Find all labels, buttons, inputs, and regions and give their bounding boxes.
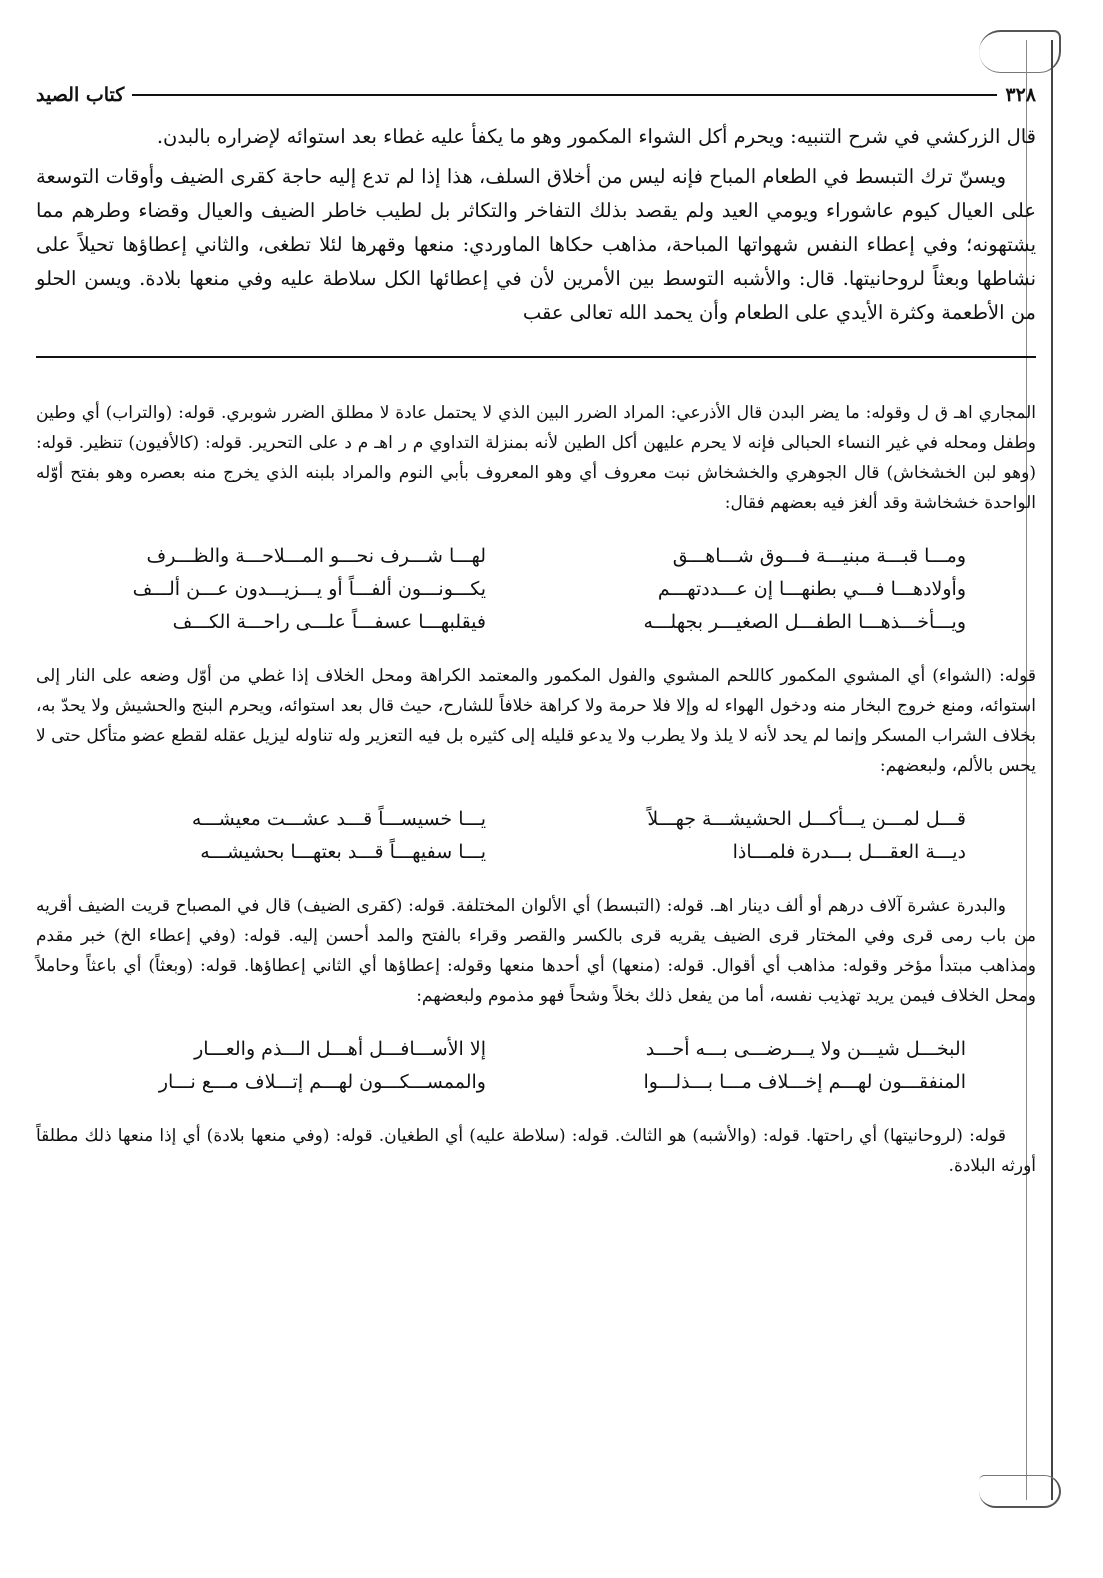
main-paragraph: ويسنّ ترك التبسط في الطعام المباح فإنه ليس من أخلاق السلف، هذا إذا لم تدع إليه حاجة كقرى الضيف وأوقات التوسعة على العيال كيوم عاشوراء ويومي العيد ولم يقصد بذلك التفاخر والتكاثر بل لطيب خاطر الضيف والعيال وقضاء وطرهم مما يشتهونه؛ وفي إعطاء النفس شهواتها المباحة، مذاهب حكاها الماوردي: منعها وقهرها لئلا تطغى، والثاني إعطاؤها تحيلاً على نشاطها وبعثاً لروحانيتها. قال: والأشبه التوسط بين الأمرين لأن في إعطائها الكل سلاطة عليه وفي منعها بلادة. ويسن الحلو من الأطعمة وكثرة الأيدي على الطعام وأن يحمد الله تعالى عقب [36,165,1036,324]
hemistich-first: وأولادهـــا فـــي بطنهـــا إن عـــددتهـــم [657,578,966,600]
scroll-ornament-bottom [979,1475,1061,1508]
hemistich-second: إلا الأســـافـــل أهـــل الـــذم والعـــار [194,1038,486,1060]
hemistich-second: يـــا خسيســـاً قـــد عشـــت معيشـــه [191,808,486,830]
commentary-paragraph: والبدرة عشرة آلاف درهم أو ألف دينار اهـ. قوله: (التبسط) أي الألوان المختلفة. قوله: (كقرى الضيف) قال في المصباح قريت الضيف أقريه من باب رمى قرى وفي المختار قرى الضيف يقريه قرى بالكسر والقصر وقراء بالفتح والمد أحسن إليه. قوله: (وفي إعطاء الخ) خبر مقدم ومذاهب مبتدأ مؤخر وقوله: مذاهب أي أقوال. قوله: (منعها) أي أحدها منعها وقوله: إعطاؤها أي الثاني إعطاؤها. قوله: (وبعثاً) أي باعثاً وحاملاً ومحل الخلاف فيمن يريد تهذيب نفسه، أما من يفعل ذلك بخلاً وشحاً فهو مذموم ولبعضهم: [36,896,1036,1006]
page-content [36,80,1036,1181]
hemistich-second: يكـــونـــون ألفـــاً أو يـــزيـــدون عـــن ألـــف [132,578,486,600]
hemistich-first: المنفقـــون لهـــم إخـــلاف مـــا بـــذلـــوا [643,1071,966,1093]
main-paragraph: قال الزركشي في شرح التنبيه: ويحرم أكل الشواء المكمور وهو ما يكفأ عليه غطاء بعد استوائه لإضراره بالبدن. [156,125,1036,148]
poem-verse [106,803,966,836]
hemistich-second: يـــا سفيهـــاً قـــد بعتهـــا بحشيشـــه [200,841,486,863]
hemistich-second: لهـــا شـــرف نحـــو المـــلاحـــة والظـــرف [146,545,486,567]
hemistich-first: البخـــل شيـــن ولا يـــرضـــى بـــه أحـــد [645,1038,966,1060]
hemistich-first: قـــل لمـــن يـــأكـــل الحشيشـــة جهـــلاً [647,808,966,830]
hemistich-second: والممســـكـــون لهـــم إتـــلاف مـــع نـــار [158,1071,486,1093]
hemistich-first: ومـــا قبـــة مبنيـــة فـــوق شـــاهـــق [672,545,966,567]
main-text [36,120,1036,330]
poem [36,803,1036,869]
poem [36,1033,1036,1099]
commentary [36,398,1036,1181]
poem [36,540,1036,639]
chapter-title: كتاب الصيد [36,84,125,106]
poem-verse [106,1033,966,1066]
commentary-paragraph: المجاري اهـ ق ل وقوله: ما يضر البدن قال الأذرعي: المراد الضرر البين الذي لا يحتمل عادة لا مطلق الضرر شوبري. قوله: (والتراب) أي وطين وطفل ومحله في غير النساء الحبالى فإنه لا يحرم عليهن أكل الطين لأنه بمنزلة التداوي م ر اهـ م د على التحرير. قوله: (كالأفيون) تنظير. قوله: (وهو لبن الخشخاش) قال الجوهري والخشخاش نبت معروف أي وهو المعروف بأبي النوم والمراد بلبنه الذي يخرج منه بعصره وهو بفتح أوّله الواحدة خشخاشة وقد ألغز فيه بعضهم فقال: [36,403,1036,513]
poem-verse [106,606,966,639]
hemistich-first: ديـــة العقـــل بـــدرة فلمـــاذا [732,841,966,863]
commentary-paragraph: قوله: (الشواء) أي المشوي المكمور كاللحم المشوي والفول المكمور والمعتمد الكراهة ومحل الخلاف إذا غطي من أوّل وضعه على النار إلى استوائه، ومنع خروج البخار منه ودخول الهواء له وإلا فلا حرمة ولا كراهة خلافاً للشارح، حيث قال بعد استوائه، ويحرم البنج والحشيش ولا يحدّ به، بخلاف الشراب المسكر وإنما لم يحد لأنه لا يلذ ولا يطرب ولا يدعو قليله إلى كثيره بل فيه التعزير وله تناوله ليزيل عقله لقطع عضو متأكل حتى لا يحس بالألم، ولبعضهم: [36,666,1036,776]
poem-verse [106,573,966,606]
commentary-paragraph: قوله: (لروحانيتها) أي راحتها. قوله: (والأشبه) هو الثالث. قوله: (سلاطة عليه) أي الطغيان. قوله: (وفي منعها بلادة) أي إذا منعها ذلك مطلقاً أورثه البلادة. [36,1126,1036,1176]
page-number: ٣٢٨ [1005,84,1036,106]
header-rule [132,94,997,96]
poem-verse [106,540,966,573]
poem-verse [106,1066,966,1099]
poem-verse [106,836,966,869]
hemistich-second: فيقلبهـــا عسفـــاً علـــى راحـــة الكـــف [172,611,486,633]
hemistich-first: ويـــأخـــذهـــا الطفـــل الصغيـــر بجهلـــه [643,611,966,633]
footnote-separator [36,356,1036,358]
running-header [36,80,1036,110]
